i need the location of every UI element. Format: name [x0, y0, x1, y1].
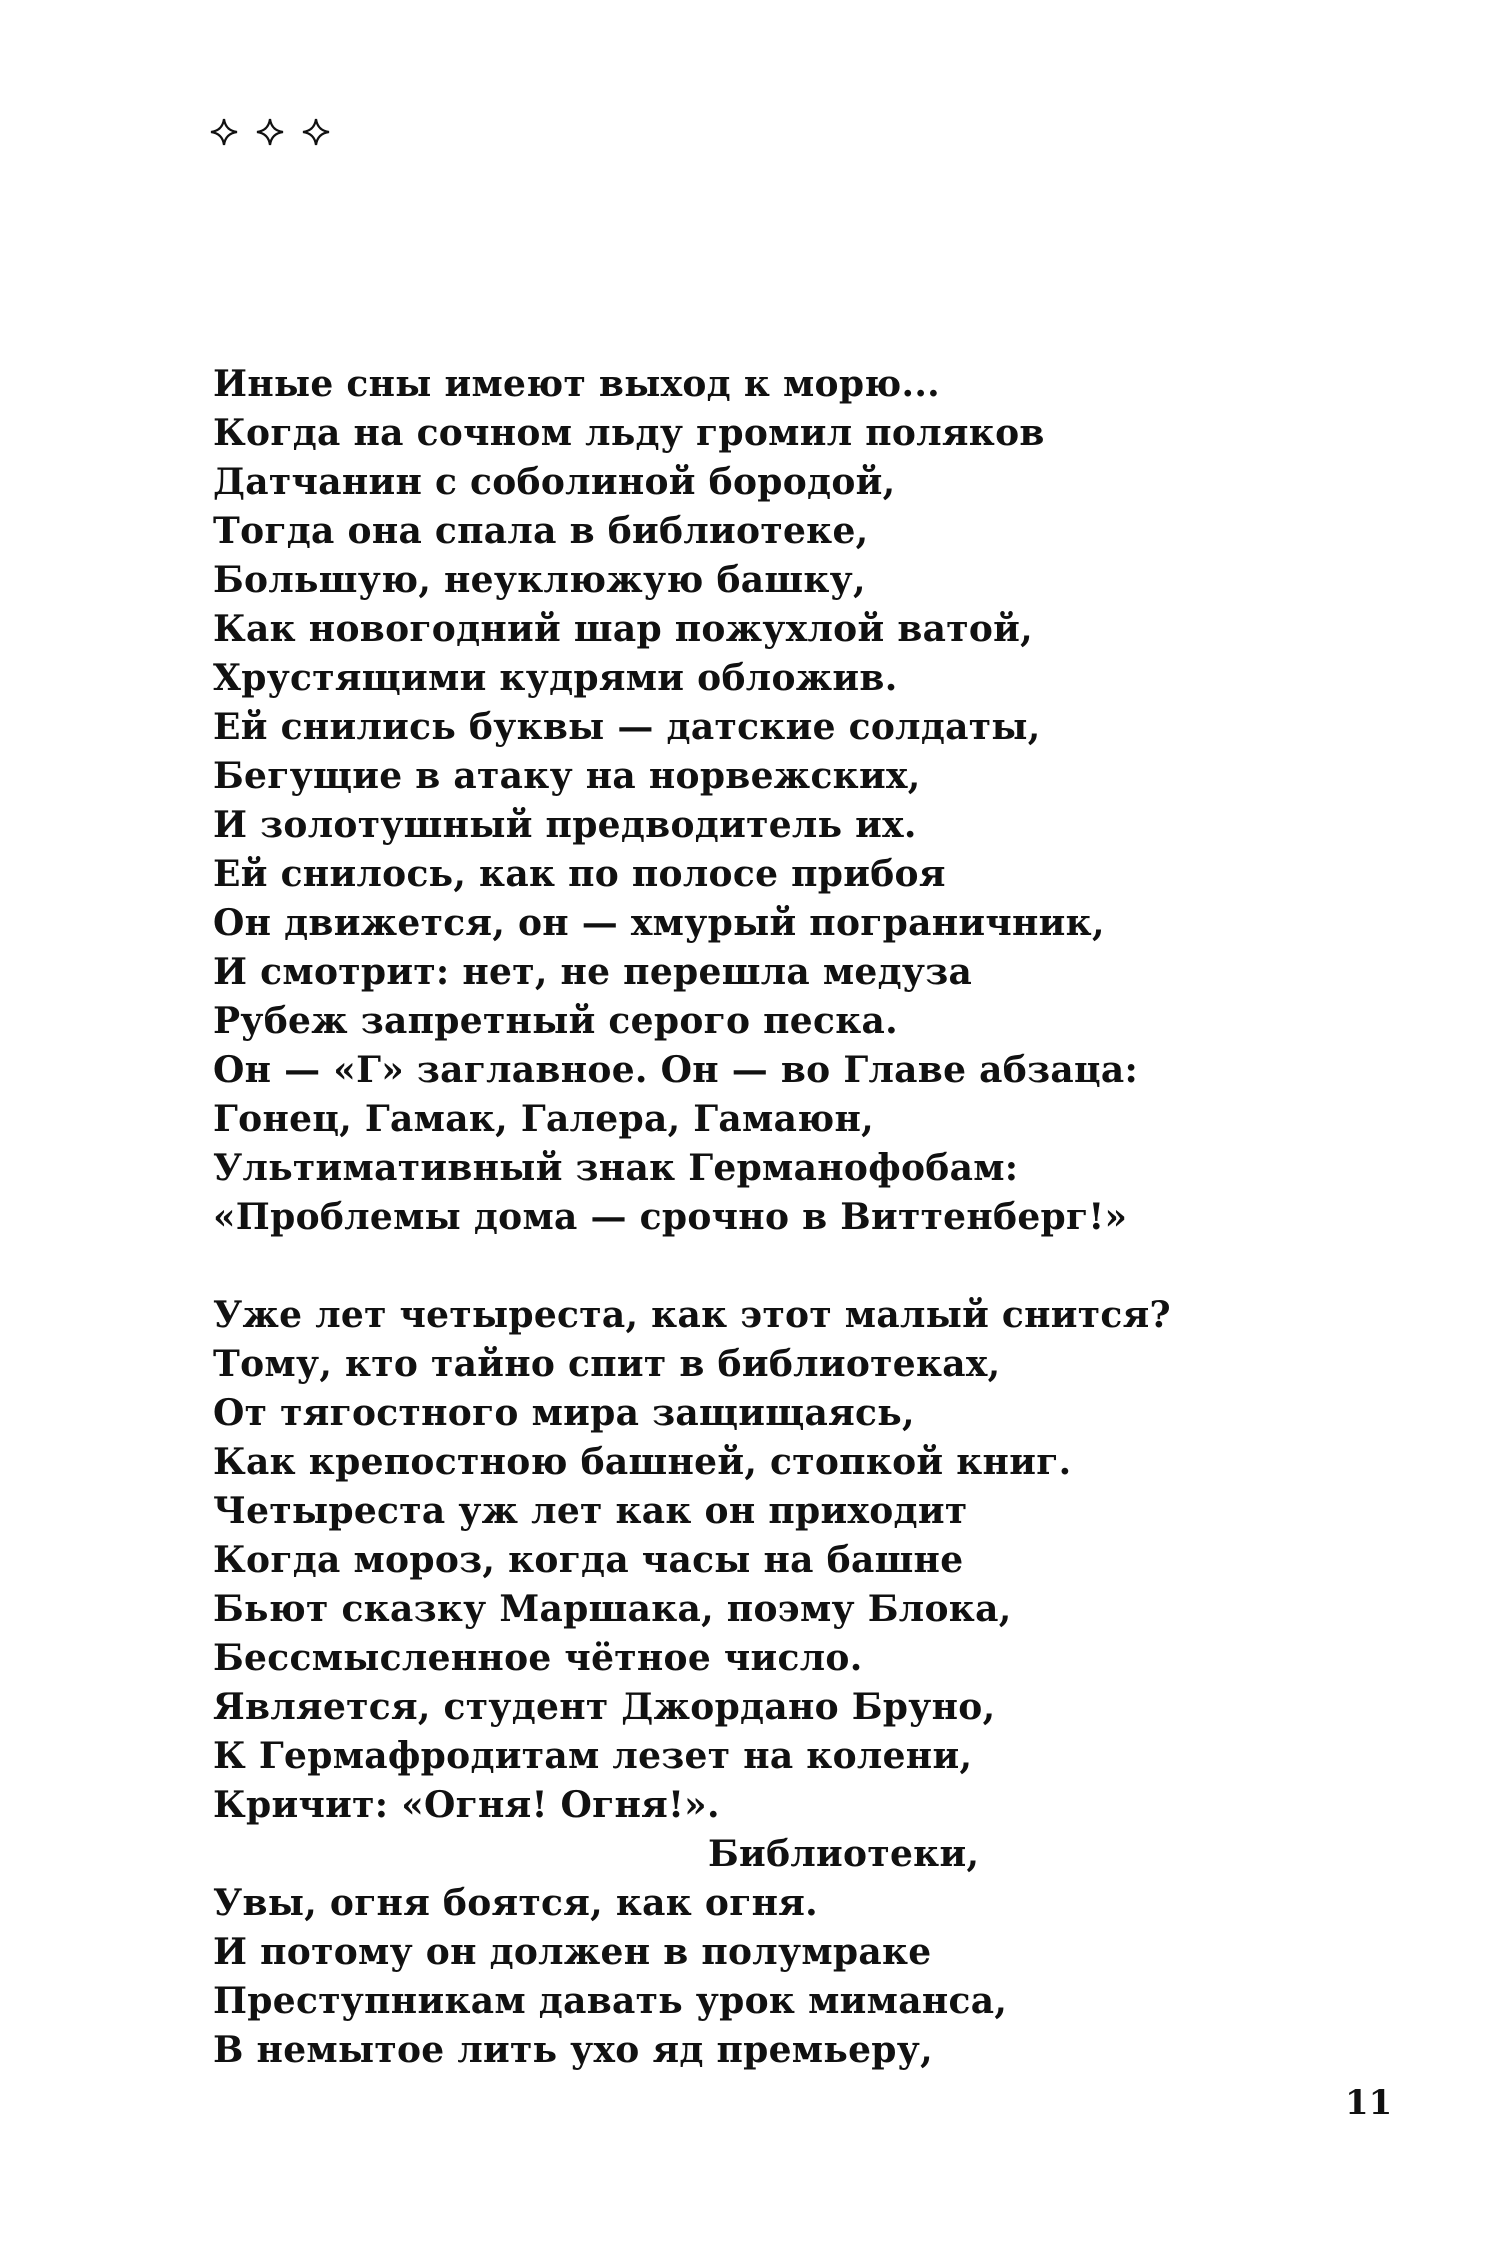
poem-line: От тягостного мира защищаясь,	[213, 1392, 915, 1434]
poem-line: Увы, огня боятся, как огня.	[213, 1882, 818, 1924]
poem-line: И потому он должен в полумраке	[213, 1931, 932, 1973]
poem-line: Гонец, Гамак, Галера, Гамаюн,	[213, 1098, 874, 1140]
poem-line: Он движется, он — хмурый пограничник,	[213, 902, 1105, 944]
poem-line: Четыреста уж лет как он приходит	[213, 1490, 968, 1532]
poem-line: Бегущие в атаку на норвежских,	[213, 755, 921, 797]
poem-line: Когда мороз, когда часы на башне	[213, 1539, 964, 1581]
section-ornament	[210, 118, 330, 146]
page-number: 11	[1345, 2083, 1393, 2123]
poem-line: Хрустящими кудрями обложив.	[213, 657, 898, 699]
four-point-star-icon	[210, 118, 238, 146]
poem-line: Бьют сказку Маршака, поэму Блока,	[213, 1588, 1012, 1630]
poem-line: Когда на сочном льду громил поляков	[213, 412, 1045, 454]
poem-line: Как новогодний шар пожухлой ватой,	[213, 608, 1034, 650]
stanza-1	[213, 360, 1333, 1242]
poem-line: Является, студент Джордано Бруно,	[213, 1686, 996, 1728]
poem-line: И золотушный предводитель их.	[213, 804, 917, 846]
poem-line: Иные сны имеют выход к морю...	[213, 363, 941, 405]
poem-body	[213, 360, 1333, 2075]
poem-line: Уже лет четыреста, как этот малый снится?	[213, 1294, 1171, 1336]
poem-line: Бессмысленное чётное число.	[213, 1637, 863, 1679]
four-point-star-icon	[256, 118, 284, 146]
poem-line: Преступникам давать урок миманса,	[213, 1980, 1008, 2022]
poem-line: «Проблемы дома — срочно в Виттенберг!»	[213, 1196, 1128, 1238]
poem-line: Тогда она спала в библиотеке,	[213, 510, 869, 552]
poem-line: Рубеж запретный серого песка.	[213, 1000, 898, 1042]
poem-line: Ей снилось, как по полосе прибоя	[213, 853, 946, 895]
stanza-2	[213, 1291, 1333, 2075]
four-point-star-icon	[302, 118, 330, 146]
poem-line: Кричит: «Огня! Огня!».	[213, 1784, 720, 1826]
poem-line-indented: Библиотеки,	[708, 1833, 980, 1875]
poem-line: Ультимативный знак Германофобам:	[213, 1147, 1019, 1189]
poem-line: Датчанин с соболиной бородой,	[213, 461, 896, 503]
poem-line: Большую, неуклюжую башку,	[213, 559, 866, 601]
poem-line: К Гермафродитам лезет на колени,	[213, 1735, 973, 1777]
poem-line: Как крепостною башней, стопкой книг.	[213, 1441, 1072, 1483]
poem-line: В немытое лить ухо яд премьеру,	[213, 2029, 933, 2071]
poem-line: Ей снились буквы — датские солдаты,	[213, 706, 1041, 748]
poem-line: И смотрит: нет, не перешла медуза	[213, 951, 973, 993]
poem-line: Он — «Г» заглавное. Он — во Главе абзаца:	[213, 1049, 1139, 1091]
poem-line: Тому, кто тайно спит в библиотеках,	[213, 1343, 1001, 1385]
